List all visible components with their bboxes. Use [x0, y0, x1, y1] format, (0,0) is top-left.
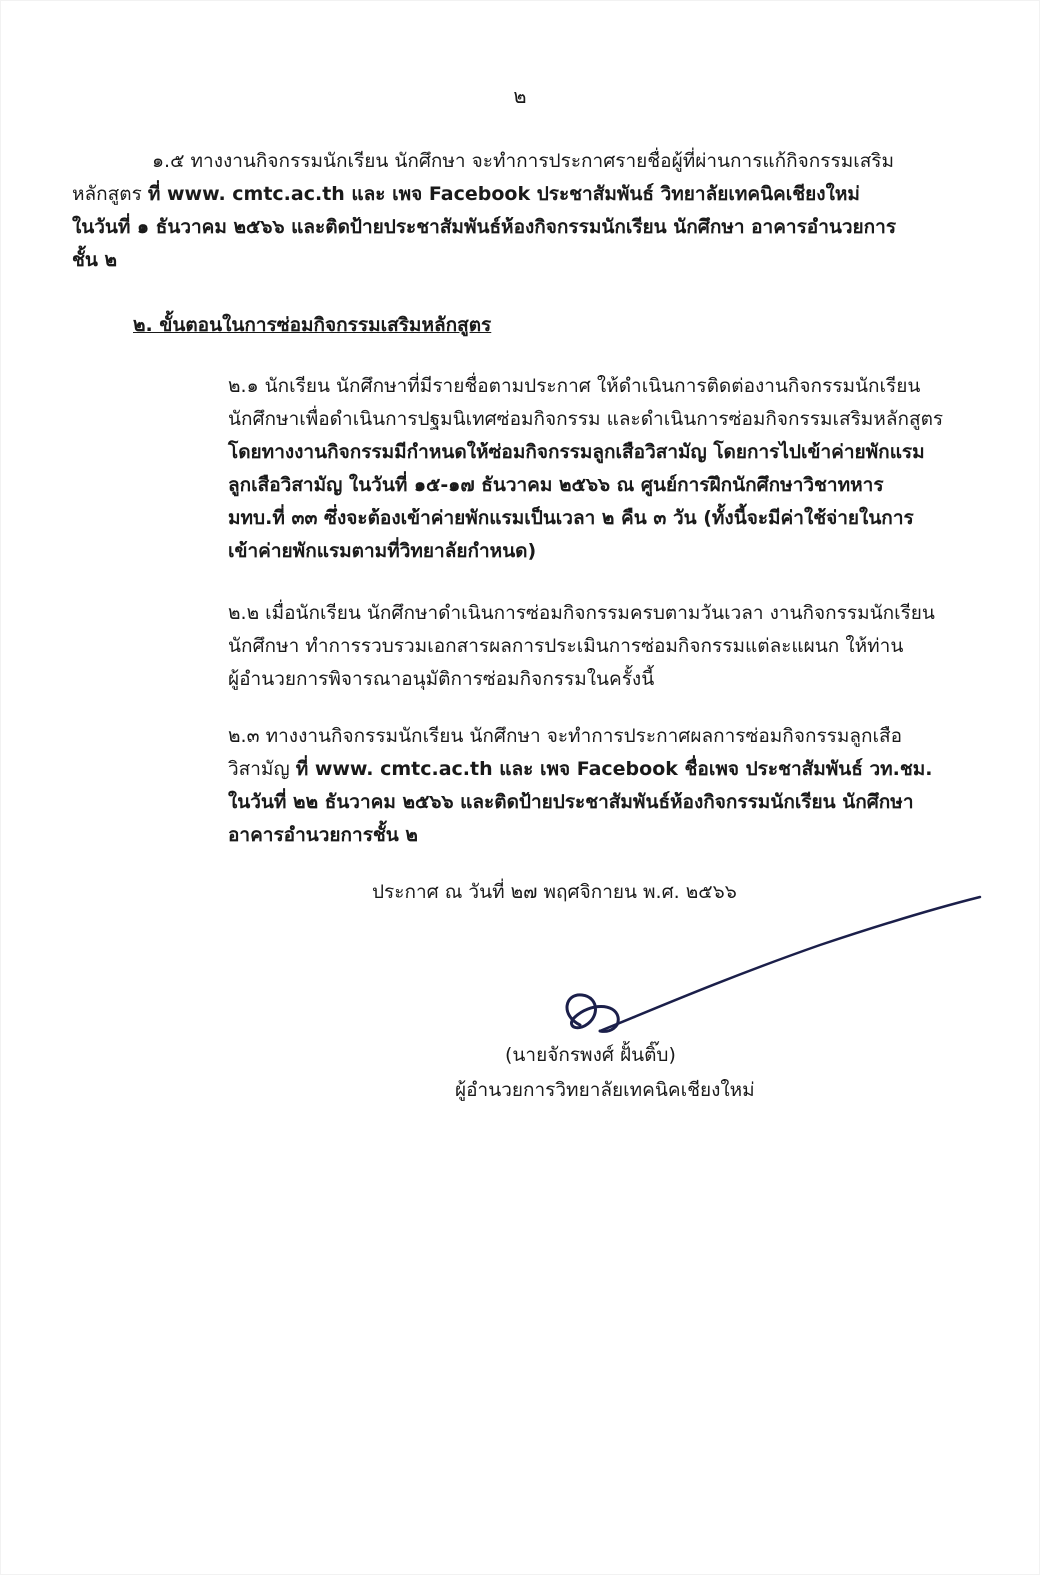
page-number: ๒	[513, 84, 527, 108]
paragraph-1-5-line-3: ในวันที่ ๑ ธันวาคม ๒๕๖๖ และติดป้ายประชาสัมพันธ์ห้องกิจกรรมนักเรียน นักศึกษา อาคารอำนวยการ	[72, 216, 897, 238]
paragraph-2-1-line-3: โดยทางงานกิจกรรมมีกำหนดให้ซ่อมกิจกรรมลูกเสือวิสามัญ โดยการไปเข้าค่ายพักแรม	[228, 441, 925, 463]
paragraph-2-1-line-2: นักศึกษาเพื่อดำเนินการปฐมนิเทศซ่อมกิจกรรม และดำเนินการซ่อมกิจกรรมเสริมหลักสูตร	[228, 408, 944, 430]
paragraph-2-3-line-3: ในวันที่ ๒๒ ธันวาคม ๒๕๖๖ และติดป้ายประชาสัมพันธ์ห้องกิจกรรมนักเรียน นักศึกษา	[228, 791, 914, 813]
paragraph-2-3-line-2	[228, 753, 953, 786]
paragraph-2-1-line-1: ๒.๑ นักเรียน นักศึกษาที่มีรายชื่อตามประกาศ ให้ดำเนินการติดต่องานกิจกรรมนักเรียน	[228, 375, 921, 397]
paragraph-2-3-line-2-bold: ที่ www. cmtc.ac.th และ เพจ Facebook ชื่อเพจ ประชาสัมพันธ์ วท.ชม.	[295, 758, 933, 780]
paragraph-1-5-line-4: ชั้น ๒	[72, 249, 118, 271]
paragraph-2-2-line-2: นักศึกษา ทำการรวบรวมเอกสารผลการประเมินการซ่อมกิจกรรมแต่ละแผนก ให้ท่าน	[228, 635, 904, 657]
paragraph-1-5-line-2-bold: ที่ www. cmtc.ac.th และ เพจ Facebook ประชาสัมพันธ์ วิทยาลัยเทคนิคเชียงใหม่	[147, 183, 860, 205]
signer-name: (นายจักรพงศ์ ฝั้นติ๊บ)	[505, 1044, 676, 1066]
paragraph-1-5-line-2	[72, 178, 952, 211]
announcement-date: ประกาศ ณ วันที่ ๒๗ พฤศจิกายน พ.ศ. ๒๕๖๖	[372, 881, 737, 903]
paragraph-2-2-line-1: ๒.๒ เมื่อนักเรียน นักศึกษาดำเนินการซ่อมกิจกรรมครบตามวันเวลา งานกิจกรรมนักเรียน	[228, 602, 935, 624]
paragraph-2-2-line-3: ผู้อำนวยการพิจารณาอนุมัติการซ่อมกิจกรรมในครั้งนี้	[228, 668, 655, 690]
paragraph-2-1-line-4: ลูกเสือวิสามัญ ในวันที่ ๑๕-๑๗ ธันวาคม ๒๕๖๖ ณ ศูนย์การฝึกนักศึกษาวิชาทหาร	[228, 474, 884, 496]
paragraph-2-3-line-4: อาคารอำนวยการชั้น ๒	[228, 824, 418, 846]
paragraph-1-5-line-1: ๑.๕ ทางงานกิจกรรมนักเรียน นักศึกษา จะทำการประกาศรายชื่อผู้ที่ผ่านการแก้กิจกรรมเสริม	[152, 150, 895, 172]
paragraph-2-3-line-1: ๒.๓ ทางงานกิจกรรมนักเรียน นักศึกษา จะทำการประกาศผลการซ่อมกิจกรรมลูกเสือ	[228, 725, 903, 747]
signature-scribble	[520, 885, 990, 1065]
paragraph-2-3	[228, 720, 953, 852]
paragraph-2-3-line-2-plain: วิสามัญ	[228, 758, 296, 780]
signer-title: ผู้อำนวยการวิทยาลัยเทคนิคเชียงใหม่	[455, 1079, 755, 1101]
paragraph-2-1	[228, 370, 953, 568]
paragraph-2-1-line-6: เข้าค่ายพักแรมตามที่วิทยาลัยกำหนด)	[228, 540, 537, 562]
paragraph-1-5-line-2-plain: หลักสูตร	[72, 183, 148, 205]
section-2-heading: ๒. ขั้นตอนในการซ่อมกิจกรรมเสริมหลักสูตร	[133, 314, 492, 336]
paragraph-1-5	[72, 145, 952, 277]
paragraph-2-1-line-5: มทบ.ที่ ๓๓ ซึ่งจะต้องเข้าค่ายพักแรมเป็นเวลา ๒ คืน ๓ วัน (ทั้งนี้จะมีค่าใช้จ่ายในการ	[228, 507, 914, 529]
paragraph-2-2	[228, 597, 953, 696]
